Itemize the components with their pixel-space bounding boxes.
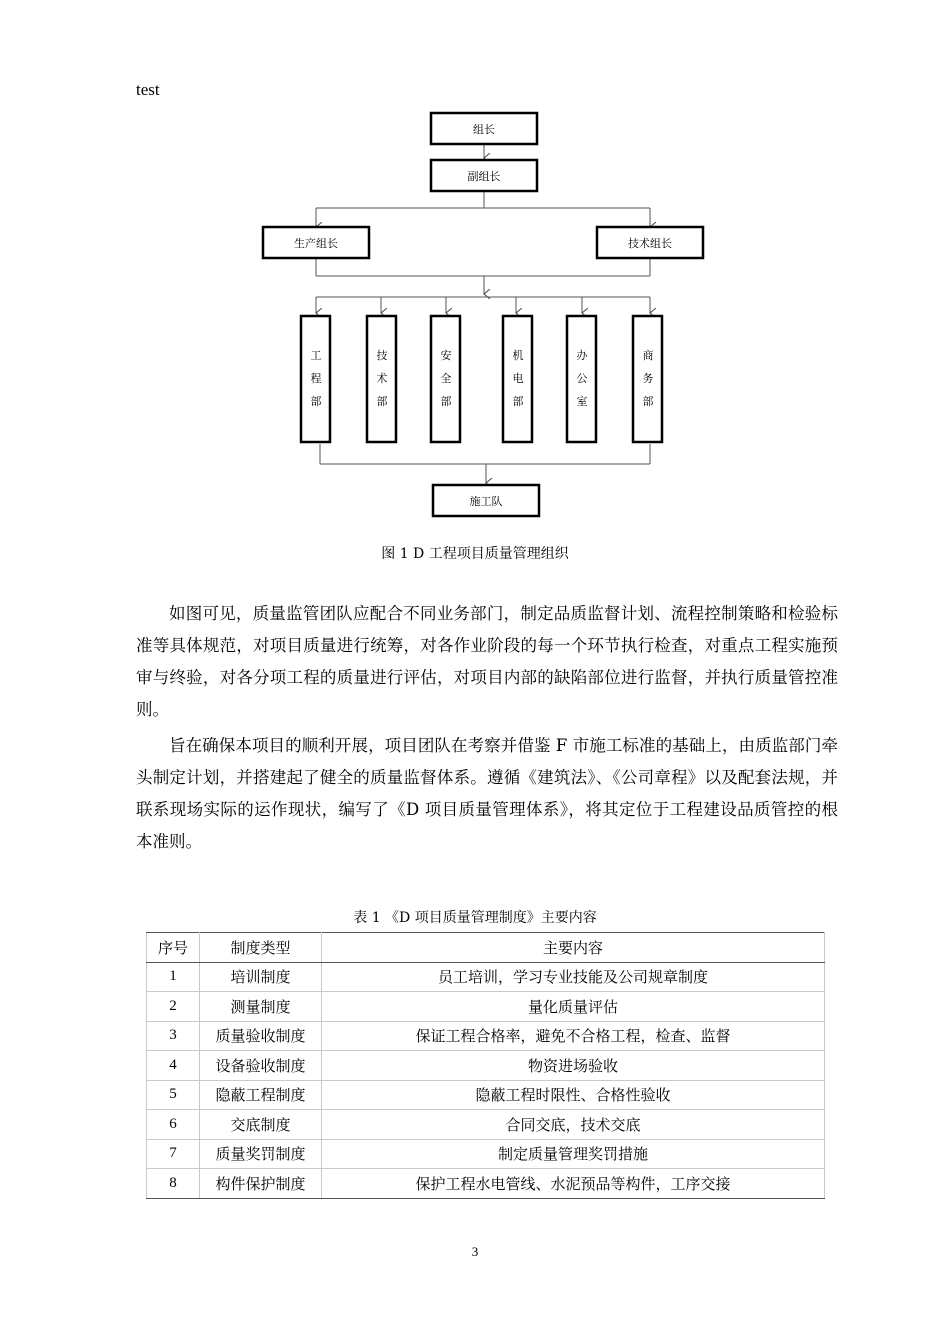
- svg-text:技: 技: [376, 349, 388, 362]
- box-leader: [431, 113, 537, 144]
- cell-index: 4: [147, 1051, 200, 1081]
- svg-text:全: 全: [440, 372, 452, 385]
- box-construction-team-label: 施工队: [469, 495, 503, 508]
- cell-type: 测量制度: [200, 992, 322, 1022]
- svg-text:部: 部: [310, 395, 322, 408]
- box-technical: [597, 227, 703, 258]
- cell-index: 6: [147, 1110, 200, 1140]
- svg-text:务: 务: [642, 372, 654, 385]
- svg-text:室: 室: [576, 395, 588, 408]
- svg-text:术: 术: [376, 372, 388, 385]
- cell-content: 保护工程水电管线、水泥预品等构件，工序交接: [322, 1169, 825, 1199]
- table-row: [147, 1110, 825, 1140]
- cell-index: 2: [147, 992, 200, 1022]
- svg-text:部: 部: [642, 395, 654, 408]
- header-content: 主要内容: [322, 933, 825, 963]
- svg-text:部: 部: [440, 395, 452, 408]
- cell-type: 构件保护制度: [200, 1169, 322, 1199]
- cell-index: 1: [147, 962, 200, 992]
- box-production: [263, 227, 369, 258]
- cell-index: 3: [147, 1021, 200, 1051]
- cell-content: 合同交底，技术交底: [322, 1110, 825, 1140]
- cell-type: 隐蔽工程制度: [200, 1080, 322, 1110]
- svg-text:商: 商: [642, 349, 654, 362]
- cell-type: 交底制度: [200, 1110, 322, 1140]
- cell-type: 培训制度: [200, 962, 322, 992]
- box-leader-label: 组长: [473, 123, 495, 136]
- table-row: [147, 1139, 825, 1169]
- paragraph-1: 如图可见，质量监管团队应配合不同业务部门，制定品质监督计划、流程控制策略和检验标准等具体规范，对项目质量进行统筹，对各作业阶段的每一个环节执行检查，对重点工程实施预审与终验，对各分项工程的质量进行评估，对项目内部的缺陷部位进行监督，并执行质量管控准则。: [136, 604, 838, 719]
- svg-text:安: 安: [440, 349, 452, 362]
- dept-electromechanical: [503, 316, 532, 442]
- dept-business: [633, 316, 662, 442]
- quality-rules-table: [146, 932, 825, 1199]
- dept-engineering: [301, 316, 330, 442]
- dept-office: [567, 316, 596, 442]
- page-number: 3: [471, 1244, 479, 1259]
- svg-text:电: 电: [512, 372, 524, 385]
- cell-type: 质量验收制度: [200, 1021, 322, 1051]
- svg-text:办: 办: [576, 349, 588, 362]
- table-row: [147, 1021, 825, 1051]
- figure-caption: 图 1 D 工程项目质量管理组织: [381, 546, 569, 562]
- dept-safety: [431, 316, 460, 442]
- paragraph-2: 旨在确保本项目的顺利开展，项目团队在考察并借鉴 F 市施工标准的基础上，由质监部门牵头制定计划，并搭建起了健全的质量监督体系。遵循《建筑法》、《公司章程》以及配套法规，并联系现场实际的运作现状，编写了《D 项目质量管理体系》，将其定位于工程建设品质管控的根本准则。: [136, 736, 838, 851]
- box-deputy-label: 副组长: [467, 170, 501, 183]
- dept-technical: [367, 316, 396, 442]
- table-row: [147, 1051, 825, 1081]
- cell-content: 员工培训，学习专业技能及公司规章制度: [322, 962, 825, 992]
- header-text: test: [136, 80, 160, 99]
- svg-text:部: 部: [376, 395, 388, 408]
- cell-content: 保证工程合格率，避免不合格工程，检查、监督: [322, 1021, 825, 1051]
- table-row: [147, 992, 825, 1022]
- box-deputy: [431, 160, 537, 191]
- cell-index: 5: [147, 1080, 200, 1110]
- box-technical-label: 技术组长: [628, 237, 672, 250]
- header-type: 制度类型: [200, 933, 322, 963]
- cell-content: 物资进场验收: [322, 1051, 825, 1081]
- table-caption: 表 1 《D 项目质量管理制度》主要内容: [353, 910, 597, 926]
- table-row: [147, 1169, 825, 1199]
- org-chart: [0, 100, 950, 530]
- cell-content: 制定质量管理奖罚措施: [322, 1139, 825, 1169]
- svg-text:工: 工: [310, 349, 322, 362]
- cell-type: 设备验收制度: [200, 1051, 322, 1081]
- cell-index: 7: [147, 1139, 200, 1169]
- svg-text:公: 公: [576, 372, 588, 385]
- table-row: [147, 962, 825, 992]
- box-construction-team: [433, 485, 539, 516]
- cell-content: 量化质量评估: [322, 992, 825, 1022]
- cell-type: 质量奖罚制度: [200, 1139, 322, 1169]
- table-row: [147, 1080, 825, 1110]
- box-production-label: 生产组长: [294, 237, 338, 250]
- table-header-row: [147, 933, 825, 963]
- svg-text:程: 程: [310, 372, 322, 385]
- cell-content: 隐蔽工程时限性、合格性验收: [322, 1080, 825, 1110]
- header-index: 序号: [147, 933, 200, 963]
- cell-index: 8: [147, 1169, 200, 1199]
- svg-text:机: 机: [512, 349, 524, 362]
- svg-text:部: 部: [512, 395, 524, 408]
